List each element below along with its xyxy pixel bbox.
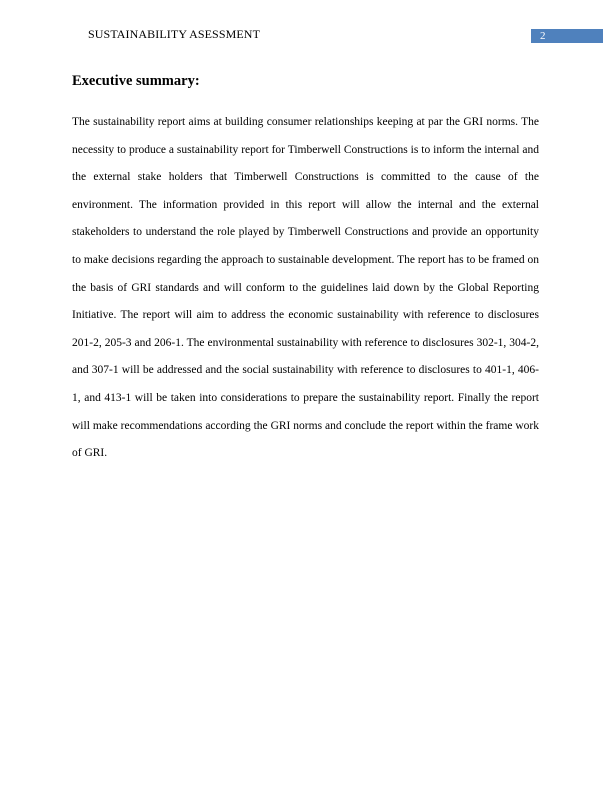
section-heading: Executive summary: — [72, 73, 200, 89]
page-number-badge — [531, 29, 603, 43]
page-number: 2 — [540, 30, 546, 42]
running-header-title: SUSTAINABILITY ASESSMENT — [88, 27, 261, 41]
body-paragraph: The sustainability report aims at building consumer relationships keeping at par the GRI norms. The necessity to produce a sustainability report for Timberwell Constructions is to inform the internal and the external stake holders that Timberwell Constructions is committed to the cause of the environment. The information provided in this report will allow the internal and the external stakeholders to understand the role played by Timberwell Constructions and provide an opportunity to make decisions regarding the approach to sustainable development. The report has to be framed on the basis of GRI standards and will conform to the guidelines laid down by the Global Reporting Initiative. The report will aim to address the economic sustainability with reference to disclosures 201-2, 205-3 and 206-1. The environmental sustainability with reference to disclosures 302-1, 304-2, and 307-1 will be addressed and the social sustainability with reference to disclosures to 401-1, 406-1, and 413-1 will be taken into considerations to prepare the sustainability report. Finally the report will make recommendations according the GRI norms and conclude the report within the frame work of GRI. — [72, 116, 539, 460]
